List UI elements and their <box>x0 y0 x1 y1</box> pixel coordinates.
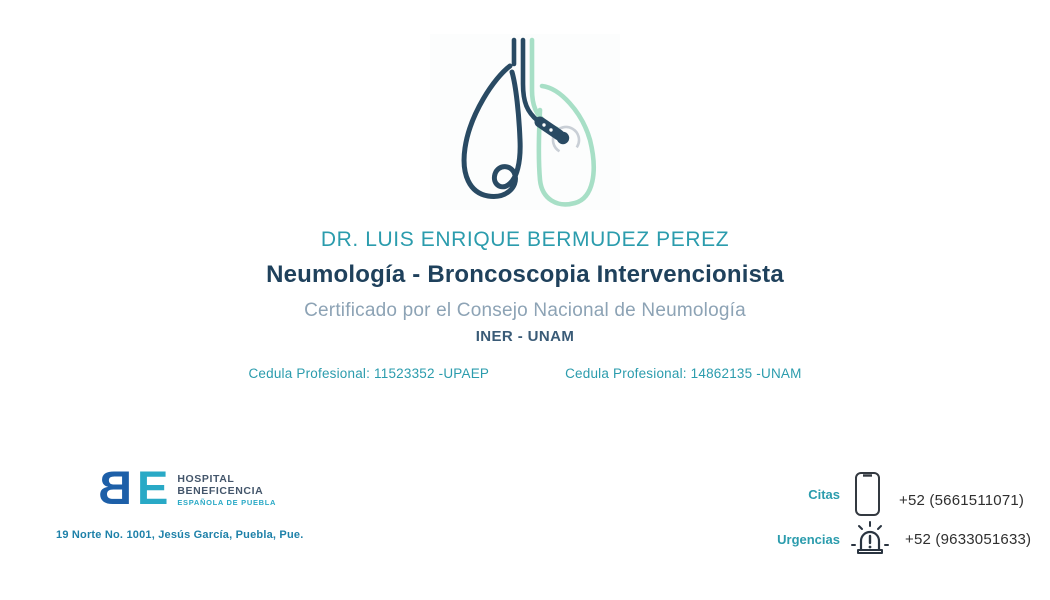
doctor-name: DR. LUIS ENRIQUE BERMUDEZ PEREZ <box>320 228 730 251</box>
certification-text: Certificado por el Consejo Nacional de Neumología <box>304 300 746 321</box>
hospital-name-line1: HOSPITAL <box>177 473 235 485</box>
hospital-name-line2: BENEFICENCIA <box>177 485 264 498</box>
institutions-text: INER - UNAM <box>475 328 575 345</box>
hospital-name <box>177 464 276 508</box>
hospital-logo-icon <box>98 461 169 516</box>
lungs-bronchoscope-logo-icon <box>430 34 620 210</box>
credential-unam: Cedula Profesional: 14862135 -UNAM <box>565 366 802 381</box>
hospital-logo-letter-b: B <box>98 461 132 514</box>
hospital-logo-letter-e: E <box>136 461 169 514</box>
hospital-address: 19 Norte No. 1001, Jesús García, Puebla, Pue. <box>56 529 304 541</box>
credential-upaep: Cedula Profesional: 11523352 -UPAEP <box>248 366 490 381</box>
specialty-title: Neumología - Broncoscopia Intervencionista <box>266 261 784 288</box>
hospital-logo <box>98 461 277 516</box>
smartphone-icon <box>850 470 884 518</box>
urgencias-phone: +52 (9633051633) <box>905 530 1032 548</box>
citas-label: Citas <box>808 486 840 502</box>
citas-phone: +52 (5661511071) <box>899 491 1025 509</box>
urgencias-row <box>776 518 1031 560</box>
credentials-row <box>0 366 1050 381</box>
hospital-name-line3: ESPAÑOLA DE PUEBLA <box>177 498 277 508</box>
siren-icon <box>850 518 890 560</box>
citas-row <box>776 470 1024 518</box>
urgencias-label: Urgencias <box>777 531 840 547</box>
